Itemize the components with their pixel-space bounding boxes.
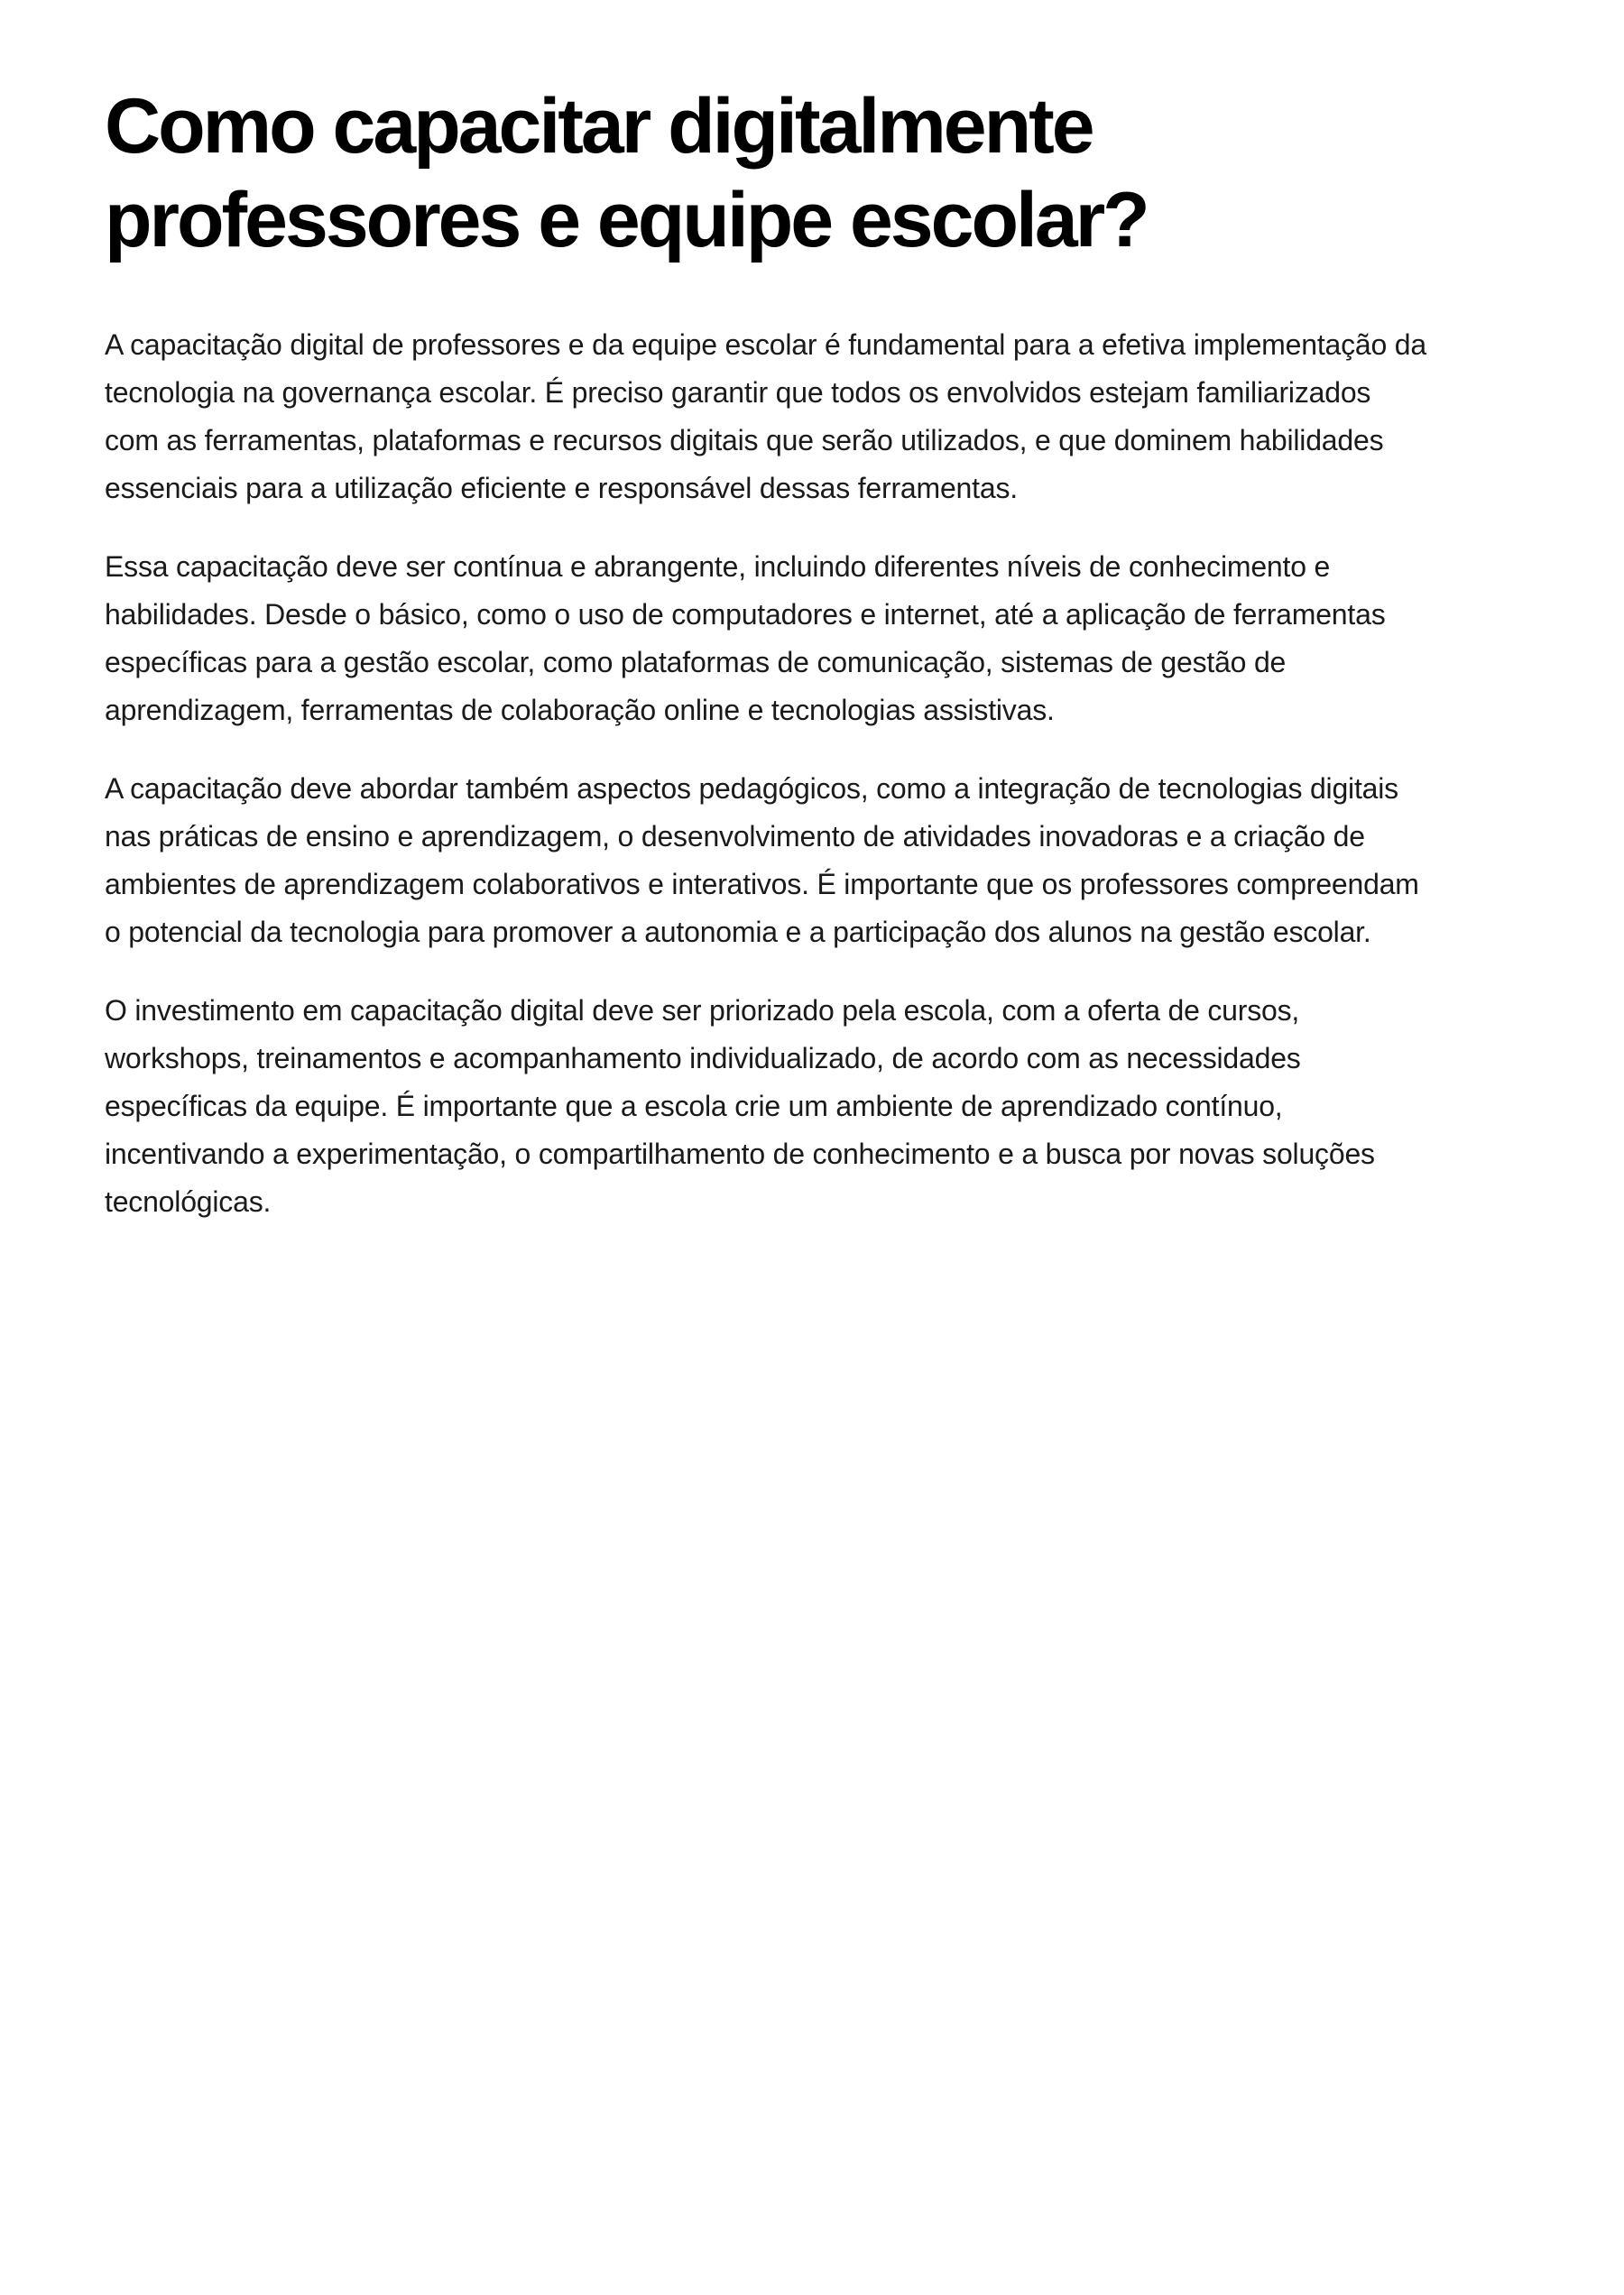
document-content [105, 79, 1539, 1257]
text-line: nas práticas de ensino e aprendizagem, o desenvolvimento de atividades inovadoras e a criação de [105, 820, 1365, 853]
text-line: O investimento em capacitação digital deve ser priorizado pela escola, com a oferta de cursos, [105, 994, 1300, 1027]
text-line: A capacitação digital de professores e da equipe escolar é fundamental para a efetiva implementação da [105, 328, 1426, 361]
text-line: tecnológicas. [105, 1185, 272, 1218]
text-line: ambientes de aprendizagem colaborativos e interativos. É importante que os professores compreendam [105, 868, 1419, 900]
text-line: específicas para a gestão escolar, como plataformas de comunicação, sistemas de gestão de [105, 646, 1287, 678]
text-line: essenciais para a utilização eficiente e responsável dessas ferramentas. [105, 472, 1018, 504]
paragraph-3 [105, 765, 1539, 956]
page-title [105, 79, 1539, 267]
title-line: Como capacitar digitalmente [105, 83, 1093, 170]
text-line: tecnologia na governança escolar. É preciso garantir que todos os envolvidos estejam familiarizados [105, 376, 1371, 409]
body-text [105, 321, 1539, 1226]
paragraph-4 [105, 987, 1539, 1226]
text-line: com as ferramentas, plataformas e recursos digitais que serão utilizados, e que dominem habilidades [105, 424, 1384, 456]
text-line: A capacitação deve abordar também aspectos pedagógicos, como a integração de tecnologias digitais [105, 772, 1398, 805]
text-line: o potencial da tecnologia para promover a autonomia e a participação dos alunos na gestão escolar. [105, 916, 1371, 948]
paragraph-1 [105, 321, 1539, 512]
text-line: workshops, treinamentos e acompanhamento individualizado, de acordo com as necessidades [105, 1042, 1301, 1074]
text-line: aprendizagem, ferramentas de colaboração online e tecnologias assistivas. [105, 694, 1055, 726]
text-line: Essa capacitação deve ser contínua e abrangente, incluindo diferentes níveis de conhecimento e [105, 550, 1331, 583]
title-line: professores e equipe escolar? [105, 177, 1148, 263]
text-line: incentivando a experimentação, o compartilhamento de conhecimento e a busca por novas soluções [105, 1138, 1375, 1170]
paragraph-2 [105, 543, 1539, 734]
text-line: específicas da equipe. É importante que a escola crie um ambiente de aprendizado contínuo, [105, 1090, 1283, 1122]
text-line: habilidades. Desde o básico, como o uso de computadores e internet, até a aplicação de ferramentas [105, 598, 1386, 631]
